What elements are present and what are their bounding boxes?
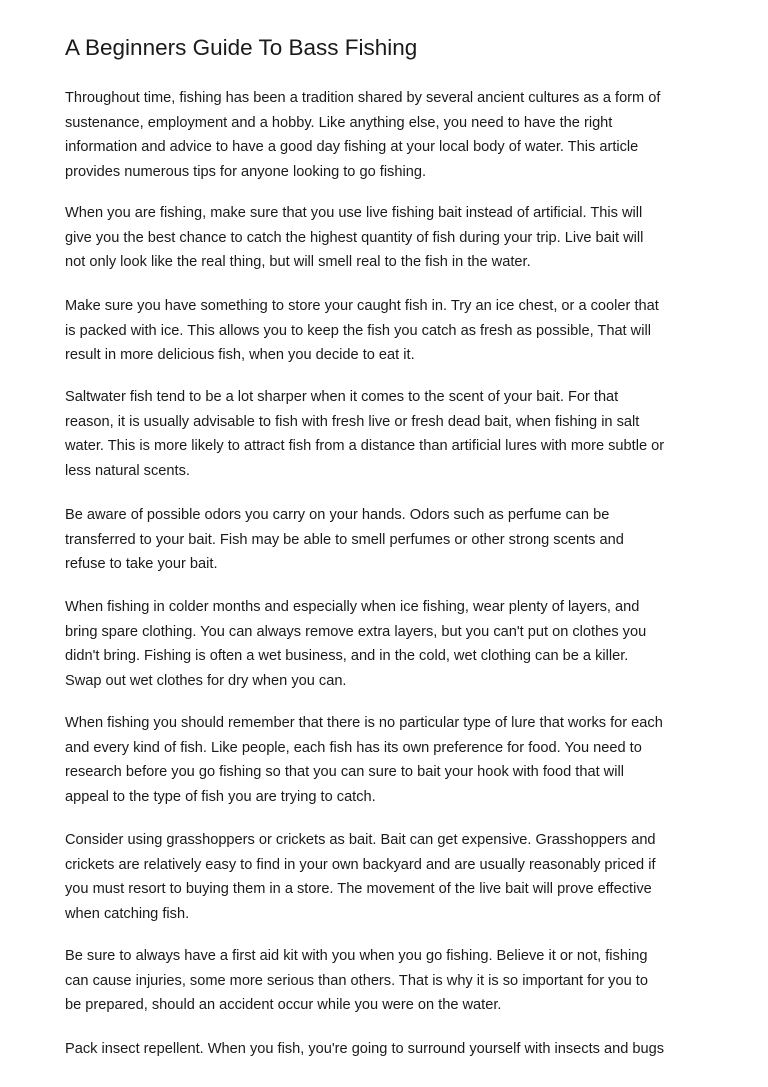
- paragraph-line: When fishing you should remember that there is no particular type of lure that works for each: [65, 715, 663, 731]
- paragraph-line: Consider using grasshoppers or crickets as bait. Bait can get expensive. Grasshoppers and: [65, 832, 656, 848]
- paragraph-line: is packed with ice. This allows you to keep the fish you catch as fresh as possible, That will: [65, 322, 651, 339]
- paragraph-line: crickets are relatively easy to find in your own backyard and are usually reasonably priced if: [65, 856, 656, 873]
- paragraph-line: transferred to your bait. Fish may be able to smell perfumes or other strong scents and: [65, 531, 624, 548]
- paragraph-2: [65, 201, 643, 275]
- paragraph-line: Be aware of possible odors you carry on your hands. Odors such as perfume can be: [65, 507, 610, 523]
- paragraph-line: appeal to the type of fish you are trying to catch.: [65, 788, 376, 805]
- paragraph-line: When fishing in colder months and especially when ice fishing, wear plenty of layers, and: [65, 599, 640, 615]
- paragraph-line: reason, it is usually advisable to fish with fresh live or fresh dead bait, when fishing in salt: [65, 413, 640, 430]
- page-title: A Beginners Guide To Bass Fishing: [65, 35, 418, 60]
- paragraph-line: when catching fish.: [65, 905, 190, 922]
- paragraph-line: and every kind of fish. Like people, each fish has its own preference for food. You need to: [65, 739, 642, 756]
- paragraph-line: Saltwater fish tend to be a lot sharper when it comes to the scent of your bait. For that: [65, 389, 619, 405]
- paragraph-line: give you the best chance to catch the highest quantity of fish during your trip. Live bait will: [65, 229, 644, 246]
- paragraph-7: [65, 711, 663, 809]
- paragraph-line: Be sure to always have a first aid kit with you when you go fishing. Believe it or not, fishing: [65, 948, 648, 964]
- paragraph-line: didn't bring. Fishing is often a wet business, and in the cold, wet clothing can be a killer.: [65, 648, 629, 664]
- paragraph-line: Swap out wet clothes for dry when you can.: [65, 672, 347, 689]
- paragraph-line: Throughout time, fishing has been a tradition shared by several ancient cultures as a form of: [65, 90, 661, 106]
- paragraph-line: Pack insect repellent. When you fish, you're going to surround yourself with insects and bugs: [65, 1041, 665, 1057]
- paragraph-line: Make sure you have something to store your caught fish in. Try an ice chest, or a cooler that: [65, 298, 659, 314]
- paragraph-line: refuse to take your bait.: [65, 556, 218, 572]
- paragraph-line: information and advice to have a good day fishing at your local body of water. This article: [65, 139, 639, 155]
- paragraph-line: sustenance, employment and a hobby. Like anything else, you need to have the right: [65, 114, 613, 131]
- paragraph-6: [65, 595, 646, 693]
- paragraph-line: less natural scents.: [65, 462, 190, 479]
- paragraph-line: you must resort to buying them in a store. The movement of the live bait will prove effective: [65, 881, 652, 897]
- paragraph-line: result in more delicious fish, when you decide to eat it.: [65, 347, 415, 363]
- paragraph-9: [65, 944, 648, 1018]
- paragraph-3: [65, 294, 659, 368]
- paragraph-4: [65, 385, 664, 483]
- paragraph-1: [65, 86, 660, 184]
- paragraph-line: water. This is more likely to attract fish from a distance than artificial lures with more subtle or: [65, 438, 665, 454]
- paragraph-8: [65, 828, 656, 926]
- paragraph-line: bring spare clothing. You can always remove extra layers, but you can't put on clothes you: [65, 623, 647, 640]
- paragraph-line: can cause injuries, some more serious than others. That is why it is so important for you to: [65, 972, 648, 989]
- paragraph-line: not only look like the real thing, but will smell real to the fish in the water.: [65, 254, 531, 270]
- paragraph-line: be prepared, should an accident occur while you were on the water.: [65, 997, 502, 1013]
- paragraph-5: [65, 503, 624, 577]
- paragraph-10: [65, 1037, 664, 1062]
- paragraph-line: When you are fishing, make sure that you use live fishing bait instead of artificial. This will: [65, 205, 643, 221]
- paragraph-line: provides numerous tips for anyone looking to go fishing.: [65, 163, 427, 180]
- paragraph-line: research before you go fishing so that you can sure to bait your hook with food that will: [65, 764, 624, 780]
